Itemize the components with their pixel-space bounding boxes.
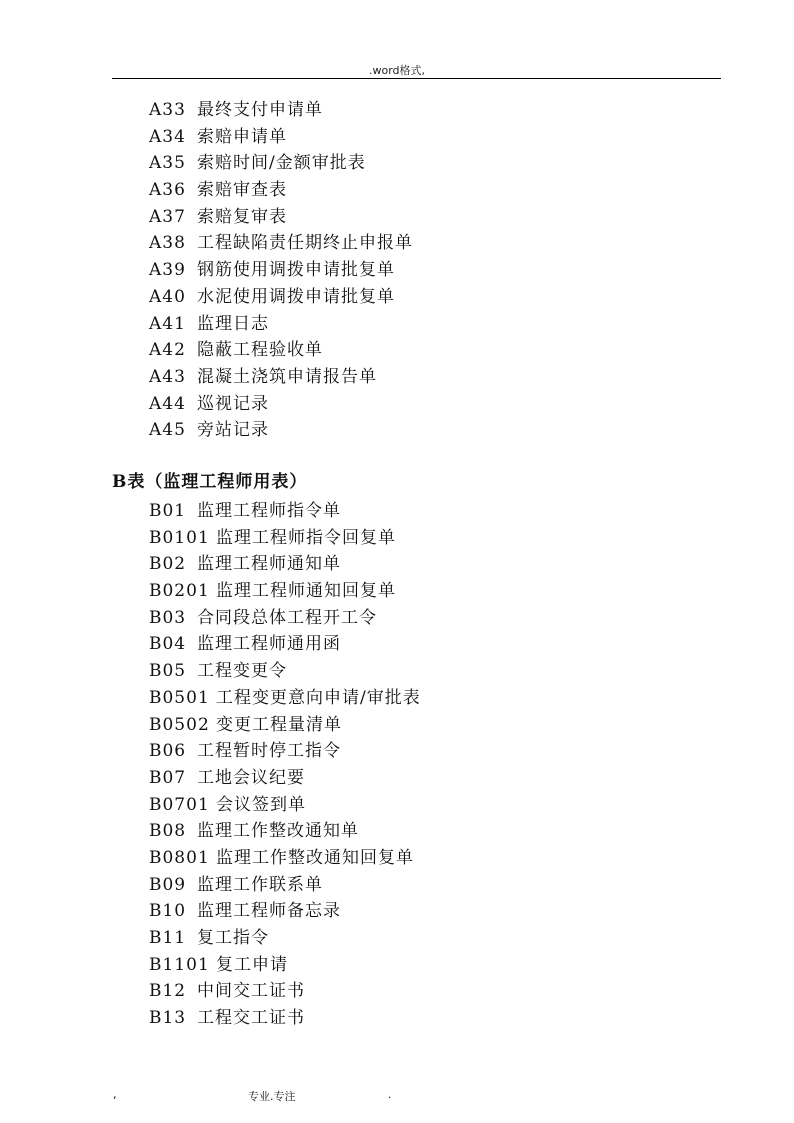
- item-name: 监理工程师通知回复单: [216, 581, 396, 602]
- item-name: 最终支付申请单: [197, 100, 323, 120]
- item-name: 合同段总体工程开工令: [197, 607, 377, 628]
- item-name: 监理工程师指令单: [197, 501, 341, 521]
- item-name: 工程暂时停工指令: [197, 741, 341, 762]
- list-item: [149, 1005, 421, 1032]
- list-item: [149, 845, 421, 872]
- list-item: [149, 177, 413, 204]
- list-item: [149, 685, 421, 712]
- item-code: B02: [149, 554, 187, 575]
- list-item: [149, 311, 413, 338]
- section-b-title: B表（监理工程师用表）: [112, 472, 308, 492]
- item-code: A39: [149, 260, 186, 281]
- item-code: A44: [149, 393, 186, 414]
- item-name: 索赔审查表: [197, 180, 287, 201]
- item-code: B11: [149, 928, 187, 948]
- section-a-list: [149, 97, 413, 444]
- item-code: A43: [149, 366, 186, 387]
- footer-left-mark: ,: [113, 1088, 117, 1101]
- item-code: A38: [149, 233, 186, 254]
- list-item: [149, 818, 421, 845]
- list-item: [149, 712, 421, 739]
- list-item: [149, 364, 413, 391]
- item-name: 监理工作联系单: [197, 874, 323, 895]
- item-name: 旁站记录: [197, 420, 269, 441]
- item-code: B0701: [149, 794, 210, 815]
- item-code: B04: [149, 634, 187, 655]
- list-item: [149, 124, 413, 151]
- item-name: 监理工作整改通知回复单: [216, 847, 414, 868]
- list-item: [149, 872, 421, 899]
- item-code: B0101: [149, 527, 210, 548]
- list-item: [149, 337, 413, 364]
- item-name: 复工指令: [197, 928, 269, 948]
- item-code: B0801: [149, 847, 210, 868]
- item-code: B03: [149, 607, 187, 628]
- list-item: [149, 284, 413, 311]
- item-name: 监理工作整改通知单: [197, 821, 359, 842]
- list-item: [149, 391, 413, 418]
- list-item: [149, 417, 413, 444]
- list-item: [149, 230, 413, 257]
- page-header: .word格式,: [368, 64, 426, 77]
- list-item: [149, 150, 413, 177]
- item-name: 索赔复审表: [197, 206, 287, 227]
- item-code: A45: [149, 420, 186, 441]
- item-name: 索赔申请单: [197, 126, 287, 147]
- item-code: B0201: [149, 581, 210, 602]
- item-code: B07: [149, 767, 187, 788]
- item-code: B05: [149, 661, 187, 682]
- item-name: 隐蔽工程验收单: [197, 340, 323, 361]
- list-item: [149, 738, 421, 765]
- item-code: B0502: [149, 714, 210, 735]
- item-name: 监理工程师通知单: [197, 554, 341, 575]
- item-name: 监理工程师指令回复单: [216, 527, 396, 548]
- item-name: 混凝土浇筑申请报告单: [197, 366, 377, 387]
- item-name: 复工申请: [216, 954, 288, 975]
- list-item: [149, 551, 421, 578]
- item-name: 工程缺陷责任期终止申报单: [197, 233, 413, 254]
- footer-text: 专业.专注: [248, 1090, 296, 1103]
- list-item: [149, 952, 421, 979]
- footer-right-mark: .: [388, 1088, 392, 1101]
- item-code: A35: [149, 153, 186, 174]
- list-item: [149, 978, 421, 1005]
- list-item: [149, 898, 421, 925]
- item-code: A40: [149, 286, 186, 307]
- item-name: 巡视记录: [197, 393, 269, 414]
- list-item: [149, 765, 421, 792]
- list-item: [149, 498, 421, 525]
- item-code: B09: [149, 874, 187, 895]
- list-item: [149, 792, 421, 819]
- item-code: A36: [149, 180, 186, 201]
- item-code: A37: [149, 206, 186, 227]
- list-item: [149, 578, 421, 605]
- list-item: [149, 631, 421, 658]
- item-name: 会议签到单: [216, 794, 306, 815]
- header-divider: [112, 78, 721, 79]
- item-name: 工地会议纪要: [197, 767, 305, 788]
- item-name: 监理工程师通用函: [197, 634, 341, 655]
- item-name: 水泥使用调拨申请批复单: [197, 286, 395, 307]
- item-code: B0501: [149, 687, 210, 708]
- item-name: 工程变更令: [197, 661, 287, 682]
- item-code: A42: [149, 340, 186, 361]
- item-name: 工程交工证书: [197, 1008, 305, 1029]
- item-code: B08: [149, 821, 187, 842]
- item-code: B1101: [149, 954, 210, 975]
- list-item: [149, 525, 421, 552]
- item-code: B12: [149, 981, 187, 1002]
- item-name: 变更工程量清单: [216, 714, 342, 735]
- list-item: [149, 925, 421, 952]
- item-code: A34: [149, 126, 186, 147]
- list-item: [149, 257, 413, 284]
- item-name: 监理工程师备忘录: [197, 901, 341, 922]
- item-code: A33: [149, 100, 186, 120]
- section-b-list: [149, 498, 421, 1032]
- list-item: [149, 605, 421, 632]
- item-code: A41: [149, 313, 186, 334]
- item-code: B06: [149, 741, 187, 762]
- item-code: B10: [149, 901, 187, 922]
- item-name: 工程变更意向申请/审批表: [216, 687, 421, 708]
- list-item: [149, 658, 421, 685]
- item-code: B01: [149, 501, 187, 521]
- item-name: 钢筋使用调拨申请批复单: [197, 260, 395, 281]
- list-item: [149, 204, 413, 231]
- list-item: [149, 97, 413, 124]
- item-name: 监理日志: [197, 313, 269, 334]
- item-name: 索赔时间/金额审批表: [197, 153, 366, 174]
- item-name: 中间交工证书: [197, 981, 305, 1002]
- item-code: B13: [149, 1008, 187, 1029]
